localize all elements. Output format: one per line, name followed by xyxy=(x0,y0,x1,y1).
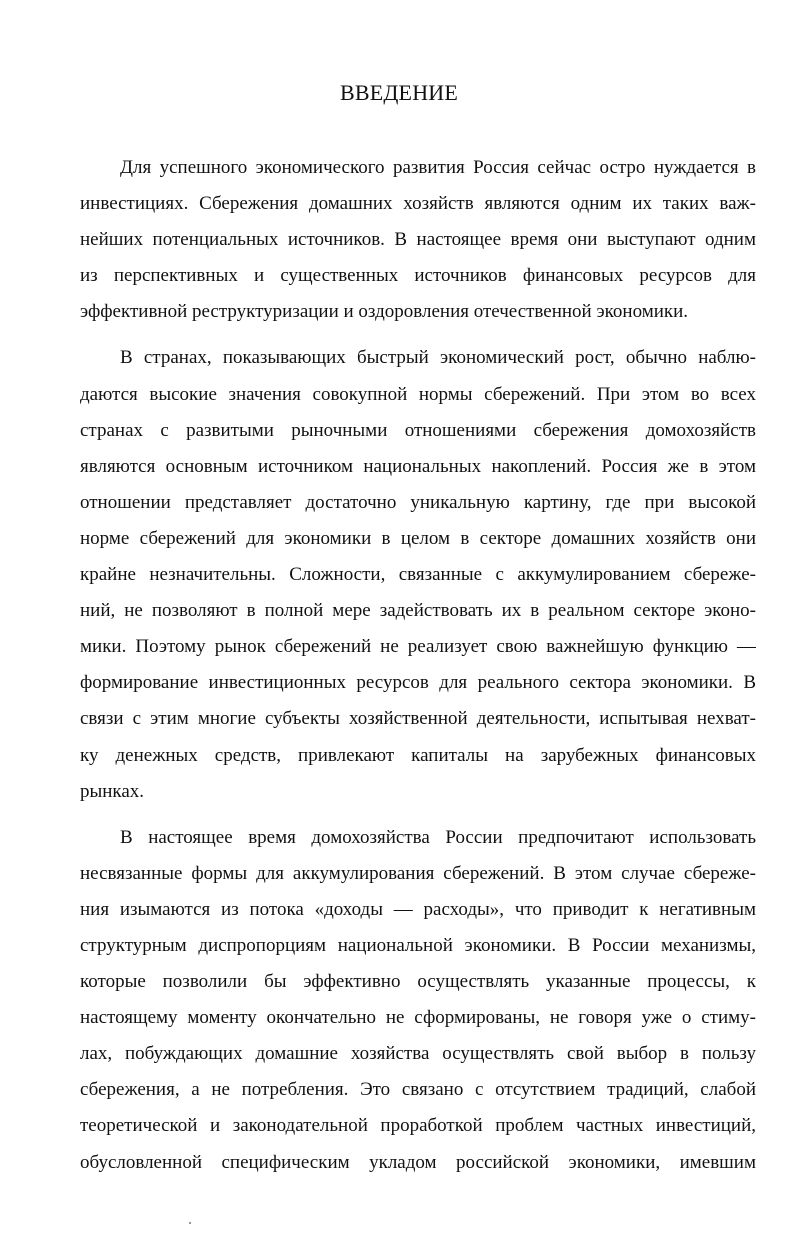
paragraph-3 xyxy=(80,820,756,1181)
text-line: связи с этим многие субъекты хозяйственной деятельности, испытывая нехват- xyxy=(80,708,756,730)
text-line: крайне незначительны. Сложности, связанные с аккумулированием сбереже- xyxy=(80,564,756,586)
text-line: обусловленной специфическим укладом российской экономики, имевшим xyxy=(80,1151,756,1173)
text-line: несвязанные формы для аккумулирования сбережений. В этом случае сбереже- xyxy=(80,862,756,884)
text-line: рынках. xyxy=(80,780,145,802)
text-line: Для успешного экономического развития Россия сейчас остро нуждается в xyxy=(120,157,756,178)
text-line: лах, побуждающих домашние хозяйства осуществлять свой выбор в пользу xyxy=(80,1043,756,1065)
text-line: инвестициях. Сбережения домашних хозяйств являются одним их таких важ- xyxy=(80,193,756,215)
text-line: мики. Поэтому рынок сбережений не реализует свою важнейшую функцию — xyxy=(80,636,756,658)
text-line: из перспективных и существенных источников финансовых ресурсов для xyxy=(80,265,756,287)
text-line: сбережения, а не потребления. Это связано с отсутствием традиций, слабой xyxy=(80,1079,756,1101)
text-line: В настоящее время домохозяйства России предпочитают использовать xyxy=(120,826,756,848)
text-line: являются основным источником национальных накоплений. Россия же в этом xyxy=(80,455,756,477)
text-line: ку денежных средств, привлекают капиталы на зарубежных финансовых xyxy=(80,744,756,766)
text-line: настоящему моменту окончательно не сформированы, не говоря уже о стиму- xyxy=(80,1007,756,1029)
text-line: теоретической и законодательной проработкой проблем частных инвестиций, xyxy=(80,1115,756,1137)
text-line: норме сбережений для экономики в целом в секторе домашних хозяйств они xyxy=(80,527,756,549)
text-line: структурным диспропорциям национальной экономики. В России механизмы, xyxy=(80,934,756,956)
paragraph-1 xyxy=(80,150,756,330)
scan-speck xyxy=(189,1222,191,1224)
paragraph-gap xyxy=(80,330,756,340)
text-line: странах с развитыми рыночными отношениями сбережения домохозяйств xyxy=(80,419,756,441)
text-line: ний, не позволяют в полной мере задействовать их в реальном секторе эконо- xyxy=(80,600,756,622)
text-line: которые позволили бы эффективно осуществлять указанные процессы, к xyxy=(80,971,756,993)
text-line: формирование инвестиционных ресурсов для реального сектора экономики. В xyxy=(80,672,756,694)
paragraph-gap xyxy=(80,810,756,820)
document-title: ВВЕДЕНИЕ xyxy=(339,80,459,105)
text-line: нейших потенциальных источников. В настоящее время они выступают одним xyxy=(80,229,756,251)
document-body xyxy=(80,150,756,1181)
text-line: В странах, показывающих быстрый экономический рост, обычно наблю- xyxy=(120,347,756,369)
text-line: даются высокие значения совокупной нормы сбережений. При этом во всех xyxy=(80,383,756,405)
text-line: эффективной реструктуризации и оздоровления отечественной экономики. xyxy=(80,301,689,323)
paragraph-2 xyxy=(80,340,756,809)
text-line: отношении представляет достаточно уникальную картину, где при высокой xyxy=(80,491,756,513)
text-line: ния изымаются из потока «доходы — расходы», что приводит к негативным xyxy=(80,898,756,920)
